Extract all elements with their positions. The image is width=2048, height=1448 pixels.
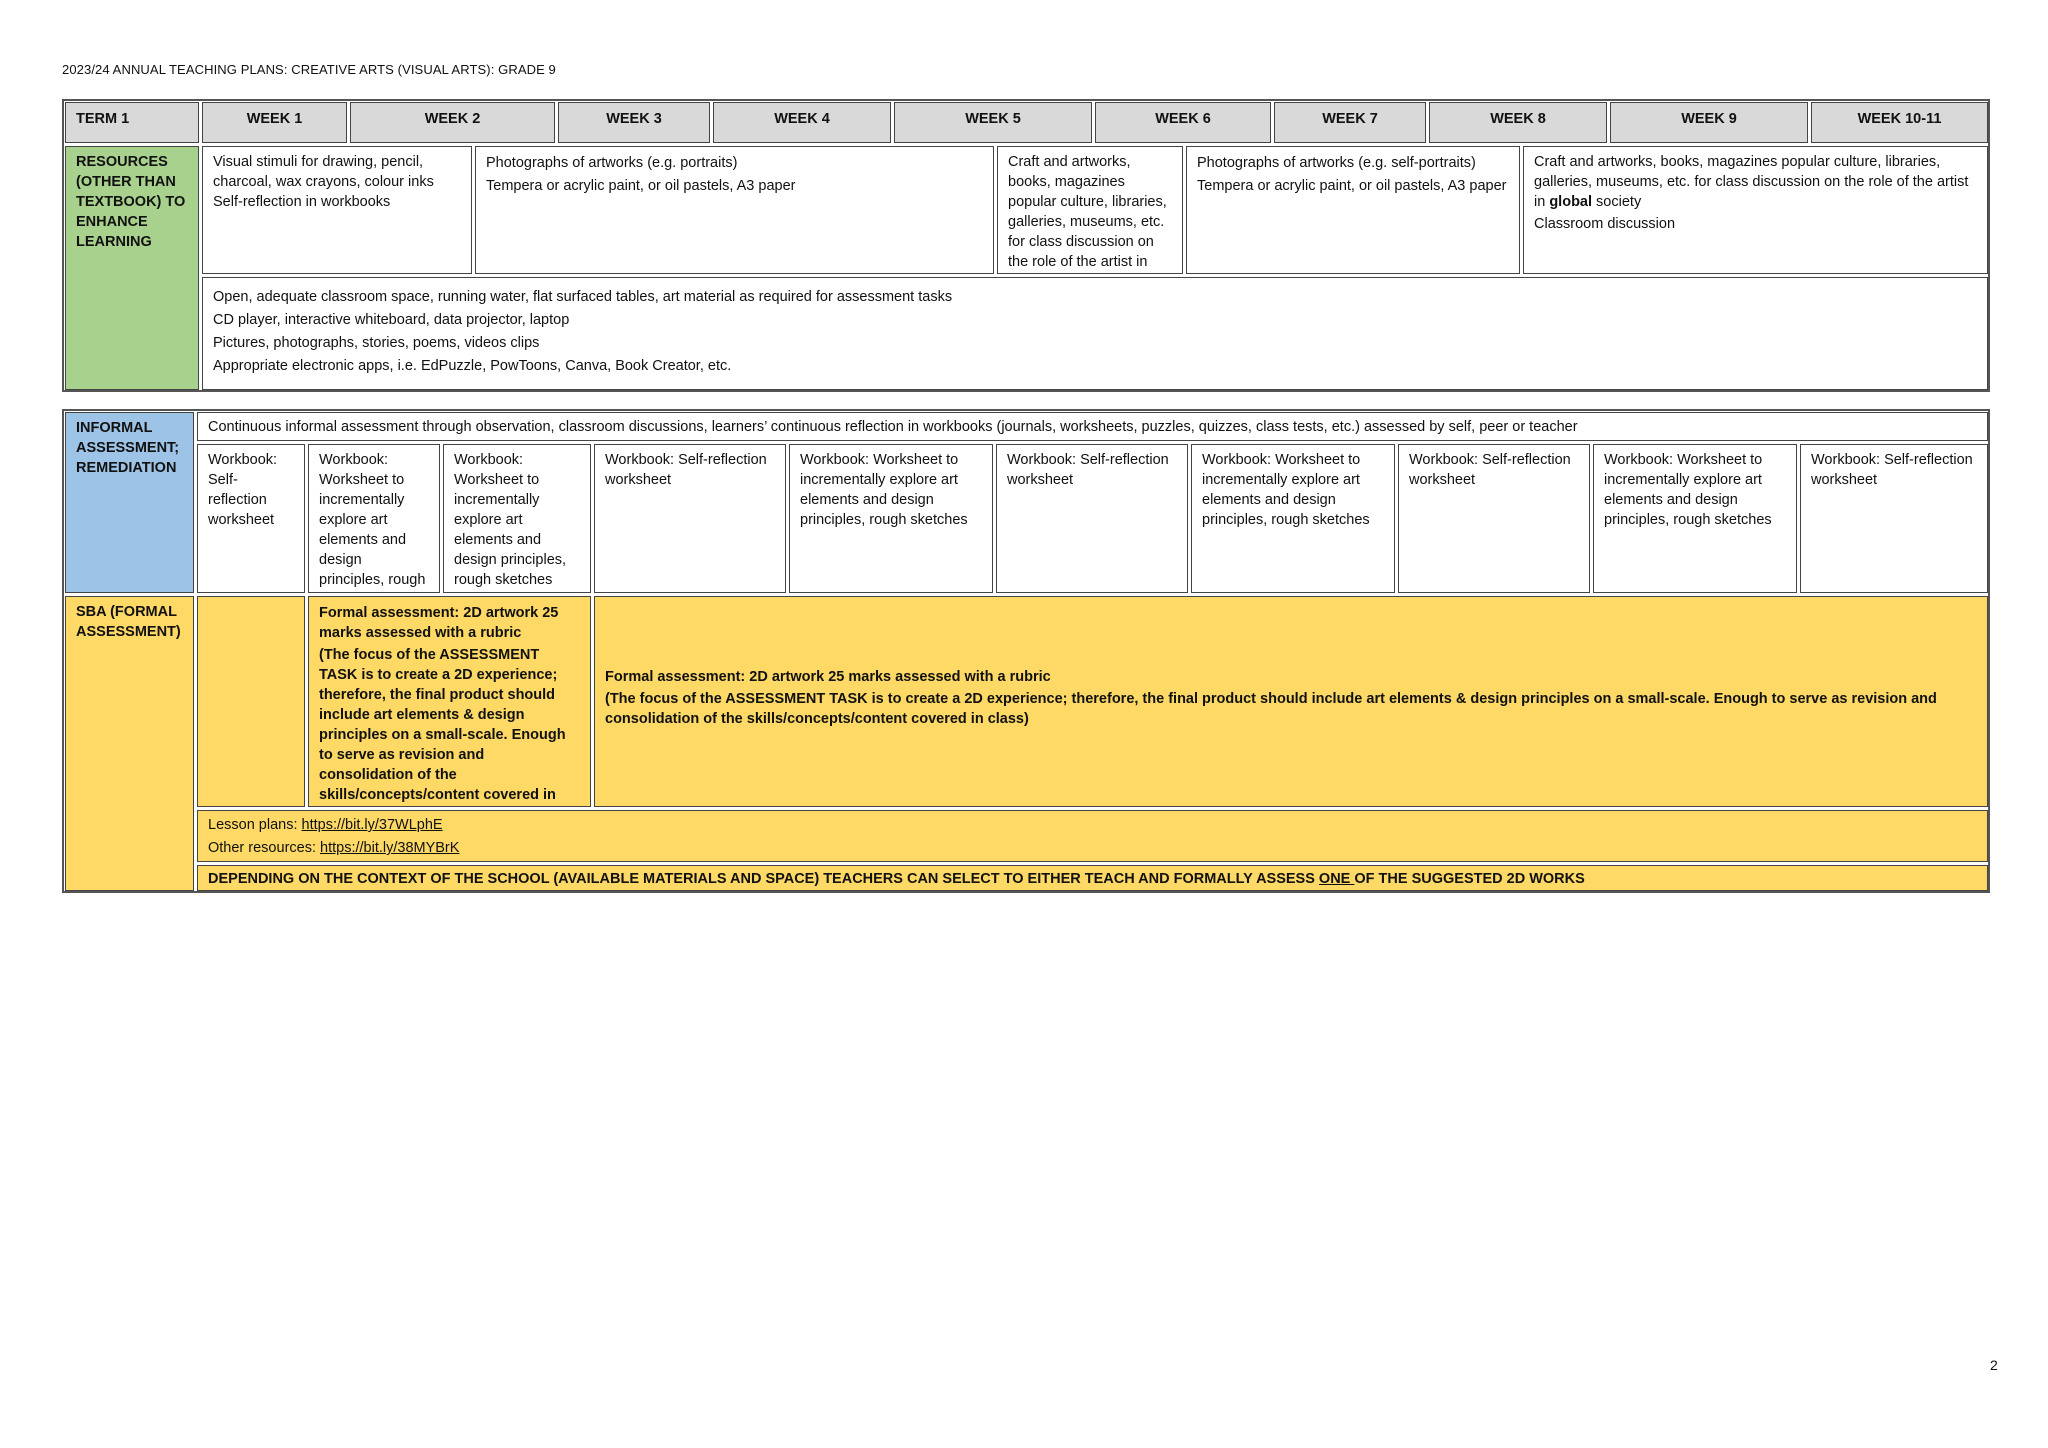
sba-note-underlined: ONE bbox=[1318, 871, 1355, 887]
resources-general-cell bbox=[202, 277, 1988, 390]
resources-general-line: CD player, interactive whiteboard, data projector, laptop bbox=[213, 312, 570, 328]
resources-label: RESOURCES (OTHER THAN TEXTBOOK) TO ENHANCE LEARNING bbox=[65, 146, 199, 390]
week-4-header: WEEK 4 bbox=[713, 102, 891, 143]
informal-cell-week-4: Workbook: Worksheet to incrementally explore art elements and design principles, rough sketches bbox=[789, 444, 993, 593]
sba-links-cell bbox=[197, 810, 1988, 862]
resources-cell-1-line-2: Self-reflection in workbooks bbox=[213, 194, 391, 210]
resources-cell-5-text-after: society bbox=[1592, 194, 1642, 210]
lesson-plans-row bbox=[208, 814, 1977, 837]
sba-label: SBA (FORMAL ASSESSMENT) bbox=[65, 596, 194, 891]
week-7-header: WEEK 7 bbox=[1274, 102, 1426, 143]
informal-cell-week-10-11: Workbook: Self-reflection worksheet bbox=[1800, 444, 1988, 593]
resources-cell-4-line-2: Tempera or acrylic paint, or oil pastels, A3 paper bbox=[1197, 178, 1507, 194]
resources-cell-weeks-2-4 bbox=[475, 146, 994, 274]
resources-cell-5-text: Craft and artworks, books, magazines popular culture, libraries, galleries, museums, etc. for class discussion on the role of the artist in bbox=[1534, 154, 1969, 210]
page-header: 2023/24 ANNUAL TEACHING PLANS: CREATIVE ARTS (VISUAL ARTS): GRADE 9 bbox=[62, 62, 556, 77]
week-8-header: WEEK 8 bbox=[1429, 102, 1607, 143]
resources-cell-week-5 bbox=[997, 146, 1183, 274]
informal-cell-week-7: Workbook: Self-reflection worksheet bbox=[1398, 444, 1590, 593]
informal-cell-week-8-9: Workbook: Worksheet to incrementally explore art elements and design principles, rough sketches bbox=[1593, 444, 1797, 593]
resources-cell-2-line-1: Photographs of artworks (e.g. portraits) bbox=[486, 155, 738, 171]
other-resources-link[interactable]: https://bit.ly/38MYBrK bbox=[320, 840, 460, 856]
resources-general-line: Open, adequate classroom space, running water, flat surfaced tables, art material as required for assessment tasks bbox=[213, 289, 953, 305]
informal-cell-week-1: Workbook: Self-reflection worksheet bbox=[197, 444, 305, 593]
assessment-table bbox=[62, 409, 1990, 893]
term-resources-table bbox=[62, 99, 1990, 392]
resources-general-line: Appropriate electronic apps, i.e. EdPuzzle, PowToons, Canva, Book Creator, etc. bbox=[213, 358, 732, 374]
sba-note-text: DEPENDING ON THE CONTEXT OF THE SCHOOL (AVAILABLE MATERIALS AND SPACE) TEACHERS CAN SELECT TO EITHER TEACH AND FORMALLY ASSESS bbox=[208, 871, 1319, 887]
lesson-plans-label: Lesson plans: bbox=[208, 817, 302, 833]
sba-empty-cell bbox=[197, 596, 305, 807]
sba-task-small bbox=[308, 596, 591, 807]
sba-task-large bbox=[594, 596, 1988, 807]
sba-task-large-focus: (The focus of the ASSESSMENT TASK is to create a 2D experience; therefore, the final product should include art elements & design principles on a small-scale. Enough to serve as revision and consolidation of the skills/concepts/content covered in class) bbox=[605, 691, 1937, 727]
week-9-header: WEEK 9 bbox=[1610, 102, 1808, 143]
sba-note-text-after: OF THE SUGGESTED 2D WORKS bbox=[1354, 871, 1585, 887]
sba-task-small-title: Formal assessment: 2D artwork 25 marks assessed with a rubric bbox=[319, 605, 559, 641]
informal-cell-week-2a: Workbook: Worksheet to incrementally explore art elements and design principles, rough bbox=[308, 444, 440, 593]
informal-assessment-label: INFORMAL ASSESSMENT; REMEDIATION bbox=[65, 412, 194, 593]
lesson-plans-link[interactable]: https://bit.ly/37WLphE bbox=[301, 817, 443, 833]
resources-cell-weeks-1-2 bbox=[202, 146, 472, 274]
sba-note-cell bbox=[197, 865, 1988, 891]
sba-task-large-title: Formal assessment: 2D artwork 25 marks assessed with a rubric bbox=[605, 669, 1051, 685]
page-number: 2 bbox=[1990, 1357, 1998, 1373]
week-2-header: WEEK 2 bbox=[350, 102, 555, 143]
resources-general-line: Pictures, photographs, stories, poems, videos clips bbox=[213, 335, 540, 351]
resources-cell-weeks-6-7 bbox=[1186, 146, 1520, 274]
resources-cell-5-bold: global bbox=[1549, 194, 1593, 210]
other-resources-label: Other resources: bbox=[208, 840, 321, 856]
resources-cell-1-line-1: Visual stimuli for drawing, pencil, charcoal, wax crayons, colour inks bbox=[213, 154, 434, 190]
resources-cell-4-line-1: Photographs of artworks (e.g. self-portraits) bbox=[1197, 155, 1476, 171]
resources-cell-2-line-2: Tempera or acrylic paint, or oil pastels, A3 paper bbox=[486, 178, 796, 194]
informal-cell-week-5: Workbook: Self-reflection worksheet bbox=[996, 444, 1188, 593]
informal-summary-cell: Continuous informal assessment through observation, classroom discussions, learners’ continuous reflection in workbooks (journals, worksheets, puzzles, quizzes, class tests, etc.) assessed by self, peer or teacher bbox=[197, 412, 1988, 441]
week-1-header: WEEK 1 bbox=[202, 102, 347, 143]
informal-cell-week-3: Workbook: Self-reflection worksheet bbox=[594, 444, 786, 593]
other-resources-row bbox=[208, 837, 1977, 860]
resources-cell-weeks-8-11 bbox=[1523, 146, 1988, 274]
week-6-header: WEEK 6 bbox=[1095, 102, 1271, 143]
week-10-11-header: WEEK 10-11 bbox=[1811, 102, 1988, 143]
week-5-header: WEEK 5 bbox=[894, 102, 1092, 143]
term-label: TERM 1 bbox=[65, 102, 199, 143]
resources-cell-3-text: Craft and artworks, books, magazines popular culture, libraries, galleries, museums, etc. for class discussion on the role of the artist in bbox=[1008, 154, 1167, 270]
sba-task-small-focus: (The focus of the ASSESSMENT TASK is to create a 2D experience; therefore, the final product should include art elements & design principles on a small-scale. Enough to serve as revision and consolidation of the skills/concepts/content covered in bbox=[319, 647, 566, 803]
informal-cell-week-6: Workbook: Worksheet to incrementally explore art elements and design principles, rough sketches bbox=[1191, 444, 1395, 593]
week-3-header: WEEK 3 bbox=[558, 102, 710, 143]
resources-cell-5-line-2: Classroom discussion bbox=[1534, 216, 1676, 232]
informal-cell-week-2b: Workbook: Worksheet to incrementally explore art elements and design principles, rough sketches bbox=[443, 444, 591, 593]
